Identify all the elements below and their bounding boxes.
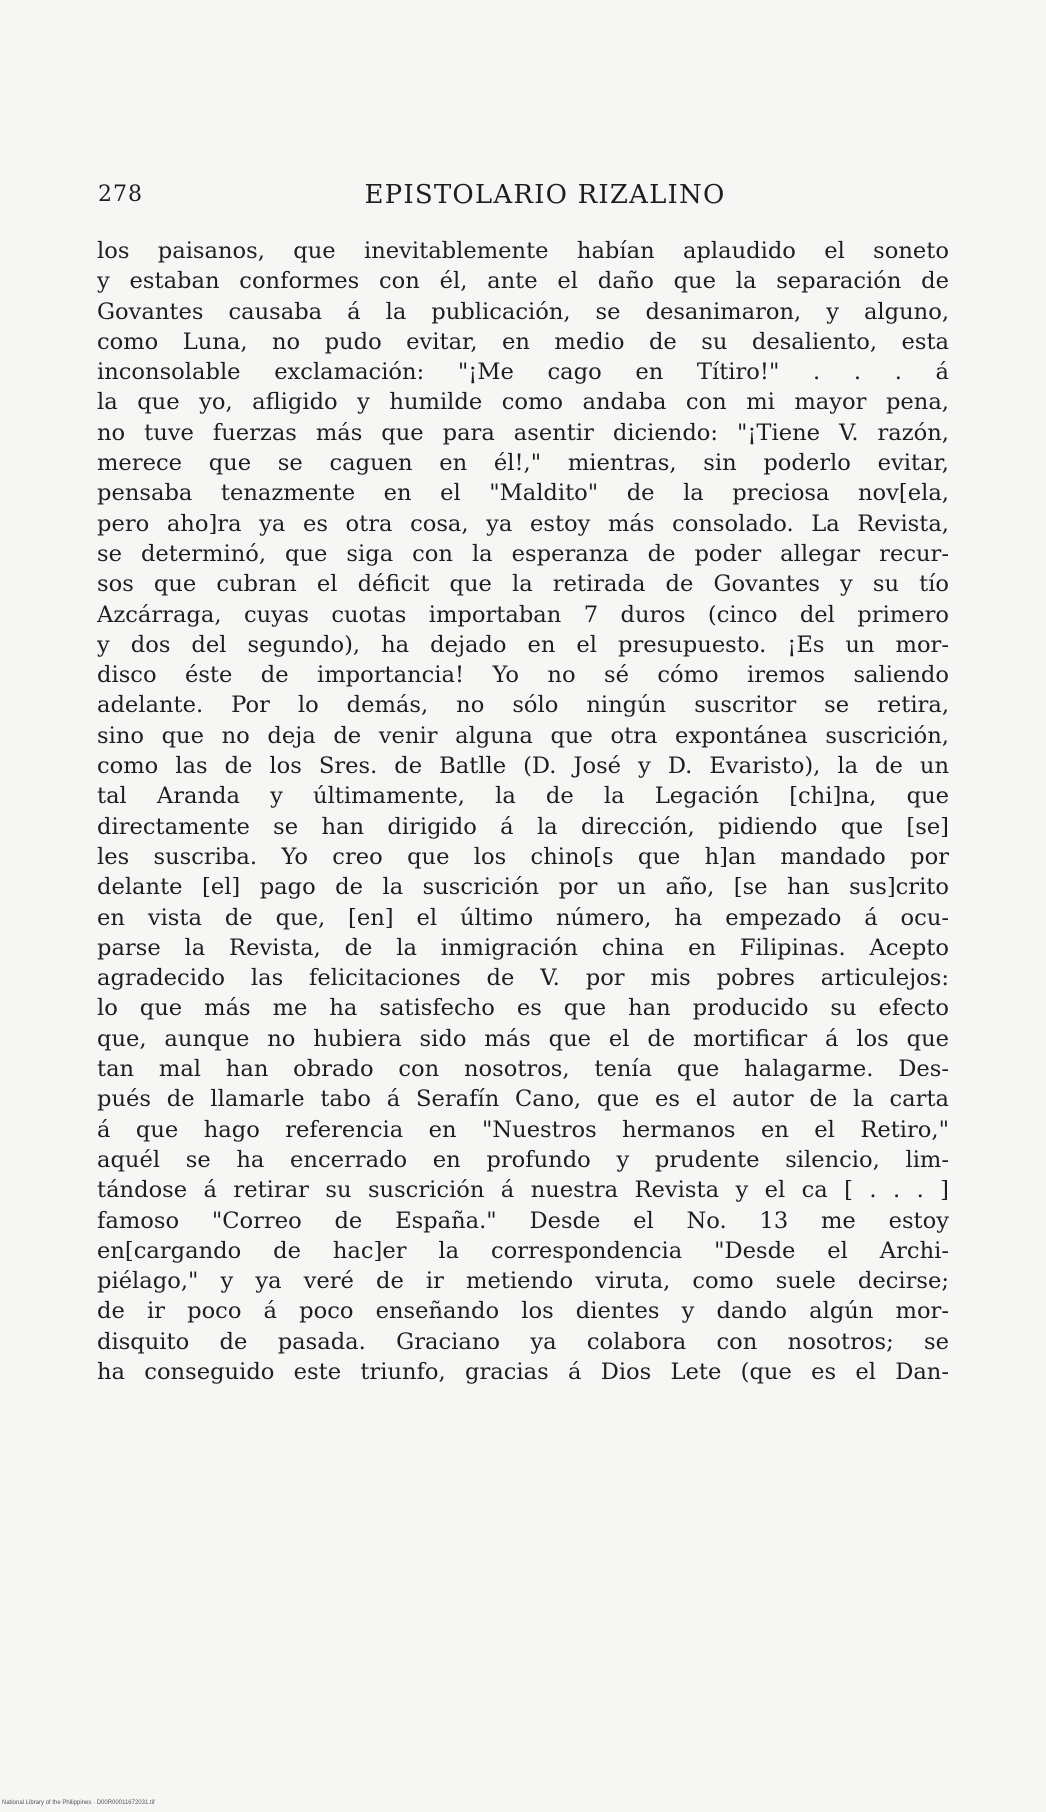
text-line: la que yo, afligido y humilde como andaba con mi mayor pena, bbox=[97, 389, 949, 416]
text-line: y estaban conformes con él, ante el daño que la separación de bbox=[97, 268, 949, 295]
text-line: les suscriba. Yo creo que los chino[s que h]an mandado por bbox=[97, 843, 949, 870]
text-line: disco éste de importancia! Yo no sé cómo iremos saliendo bbox=[97, 662, 949, 689]
page-header bbox=[90, 178, 960, 218]
text-line: delante [el] pago de la suscrición por un año, [se han sus]crito bbox=[97, 874, 949, 901]
text-line: como las de los Sres. de Batlle (D. José y D. Evaristo), la de un bbox=[97, 753, 949, 780]
text-line: adelante. Por lo demás, no sólo ningún suscritor se retira, bbox=[97, 692, 949, 719]
text-line: tándose á retirar su suscrición á nuestra Revista y el ca [ . . . ] bbox=[97, 1177, 949, 1204]
text-line: Azcárraga, cuyas cuotas importaban 7 duros (cinco del primero bbox=[97, 601, 949, 628]
text-line: piélago," y ya veré de ir metiendo viruta, como suele decirse; bbox=[97, 1268, 949, 1295]
text-line: tan mal han obrado con nosotros, tenía que halagarme. Des- bbox=[97, 1056, 949, 1083]
text-line: en[cargando de hac]er la correspondencia "Desde el Archi- bbox=[97, 1237, 949, 1264]
text-line: no tuve fuerzas más que para asentir diciendo: "¡Tiene V. razón, bbox=[97, 419, 949, 446]
text-line: que, aunque no hubiera sido más que el de mortificar á los que bbox=[97, 1025, 949, 1052]
text-line: pués de llamarle tabo á Serafín Cano, que es el autor de la carta bbox=[97, 1086, 949, 1113]
text-line: y dos del segundo), ha dejado en el presupuesto. ¡Es un mor- bbox=[97, 631, 949, 658]
text-line: de ir poco á poco enseñando los dientes y dando algún mor- bbox=[97, 1298, 949, 1325]
text-line: á que hago referencia en "Nuestros hermanos en el Retiro," bbox=[97, 1116, 949, 1143]
text-line: inconsolable exclamación: "¡Me cago en Títiro!" . . . á bbox=[97, 359, 949, 386]
text-line: se determinó, que siga con la esperanza de poder allegar recur- bbox=[97, 540, 949, 567]
text-line: los paisanos, que inevitablemente habían aplaudido el soneto bbox=[97, 238, 949, 264]
text-line: aquél se ha encerrado en profundo y prudente silencio, lim- bbox=[97, 1146, 949, 1173]
text-line: tal Aranda y últimamente, la de la Legación [chi]na, que bbox=[97, 783, 949, 810]
text-line: en vista de que, [en] el último número, ha empezado á ocu- bbox=[97, 904, 949, 931]
text-line: lo que más me ha satisfecho es que han producido su efecto bbox=[97, 995, 949, 1022]
text-line: famoso "Correo de España." Desde el No. 13 me estoy bbox=[97, 1207, 949, 1234]
text-line: pensaba tenazmente en el "Maldito" de la preciosa nov[ela, bbox=[97, 480, 949, 507]
running-title: EPISTOLARIO RIZALINO bbox=[364, 180, 726, 210]
text-line: parse la Revista, de la inmigración china en Filipinas. Acepto bbox=[97, 934, 949, 961]
text-line: como Luna, no pudo evitar, en medio de su desaliento, esta bbox=[97, 328, 949, 355]
text-line: pero aho]ra ya es otra cosa, ya estoy más consolado. La Revista, bbox=[97, 510, 949, 537]
text-line: sos que cubran el déficit que la retirada de Govantes y su tío bbox=[97, 571, 949, 598]
scan-credit: National Library of the Philippines · D00R00011672031.tif bbox=[2, 1800, 155, 1806]
page-number: 278 bbox=[98, 182, 143, 207]
text-line: Govantes causaba á la publicación, se desanimaron, y alguno, bbox=[97, 298, 949, 325]
text-line: disquito de pasada. Graciano ya colabora con nosotros; se bbox=[97, 1328, 949, 1355]
text-line: agradecido las felicitaciones de V. por mis pobres articulejos: bbox=[97, 965, 949, 992]
text-line: ha conseguido este triunfo, gracias á Dios Lete (que es el Dan- bbox=[97, 1358, 949, 1385]
text-line: sino que no deja de venir alguna que otra expontánea suscrición, bbox=[97, 722, 949, 749]
text-line: directamente se han dirigido á la dirección, pidiendo que [se] bbox=[97, 813, 949, 840]
text-line: merece que se caguen en él!," mientras, sin poderlo evitar, bbox=[97, 450, 949, 477]
body-text bbox=[97, 236, 949, 1387]
